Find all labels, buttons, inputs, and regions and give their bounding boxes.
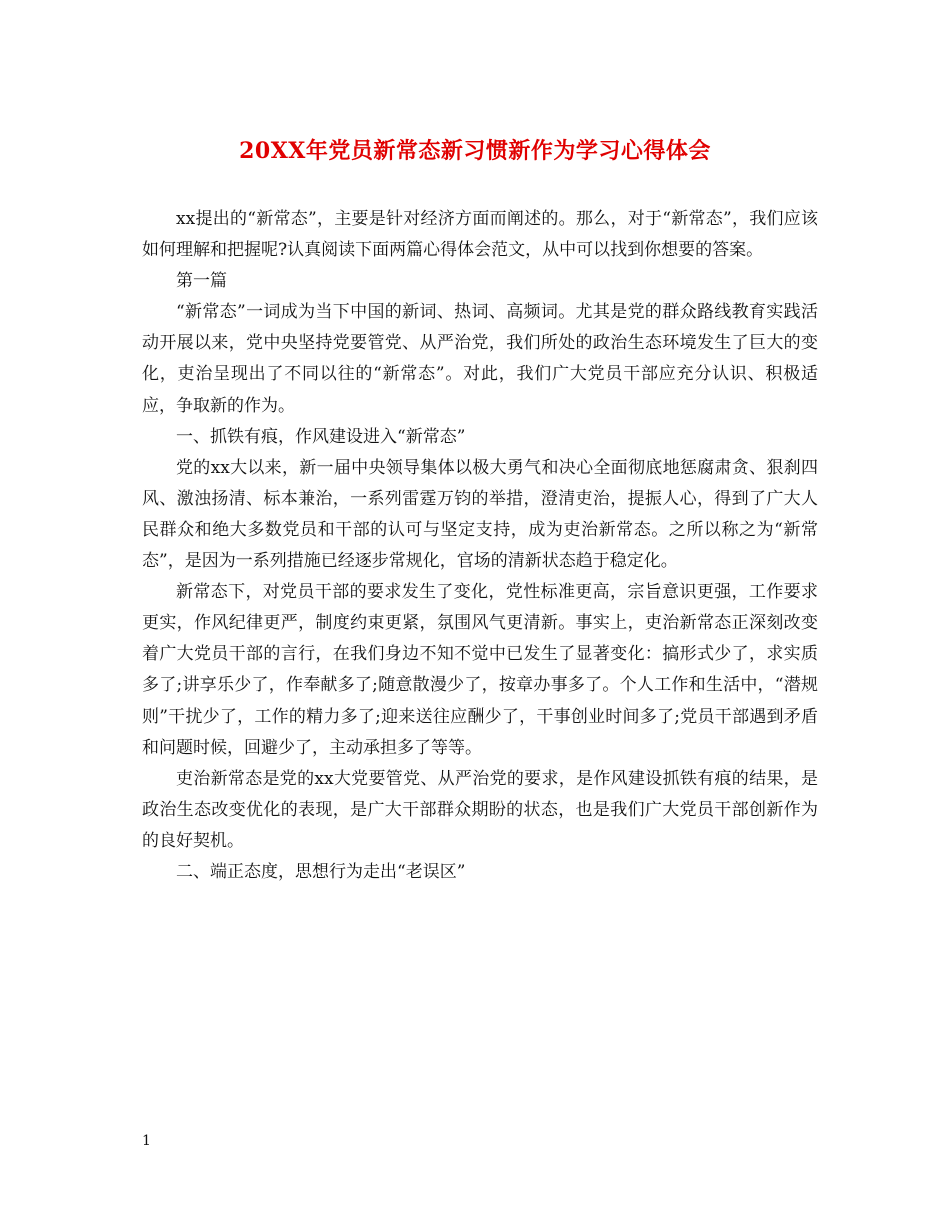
- page-number: 1: [142, 1133, 151, 1149]
- intro-paragraph: xx提出的“新常态”，主要是针对经济方面而阐述的。那么，对于“新常态”，我们应该如何理解和把握呢?认真阅读下面两篇心得体会范文，从中可以找到你想要的答案。: [142, 209, 818, 261]
- body-paragraph: 吏治新常态是党的xx大党要管党、从严治党的要求，是作风建设抓铁有痕的结果，是政治生态改变优化的表现，是广大干部群众期盼的状态，也是我们广大党员干部创新作为的良好契机。: [142, 768, 818, 851]
- body-paragraph: 党的xx大以来，新一届中央领导集体以极大勇气和决心全面彻底地惩腐肃贪、狠刹四风、激浊扬清、标本兼治，一系列雷霆万钧的举措，澄清吏治，提振人心，得到了广大人民群众和绝大多数党员和干部的认可与坚定支持，成为吏治新常态。之所以称之为“新常态”，是因为一系列措施已经逐步常规化，官场的清新状态趋于稳定化。: [142, 457, 818, 572]
- section-heading-one: 一、抓铁有痕，作风建设进入“新常态”: [176, 426, 466, 447]
- body-paragraph: “新常态”一词成为当下中国的新词、热词、高频词。尤其是党的群众路线教育实践活动开展以来，党中央坚持党要管党、从严治党，我们所处的政治生态环境发生了巨大的变化，吏治呈现出了不同以往的“新常态”。对此，我们广大党员干部应充分认识、积极适应，争取新的作为。: [142, 302, 818, 416]
- section-label-first: 第一篇: [176, 271, 227, 292]
- section-heading-two: 二、端正态度，思想行为走出“老误区”: [176, 861, 466, 882]
- body-paragraph: 新常态下，对党员干部的要求发生了变化，党性标准更高，宗旨意识更强，工作要求更实，作风纪律更严，制度约束更紧，氛围风气更清新。事实上，吏治新常态正深刻改变着广大党员干部的言行，在我们身边不知不觉中已发生了显著变化：搞形式少了，求实质多了;讲享乐少了，作奉献多了;随意散漫少了，按章办事多了。个人工作和生活中，“潜规则”干扰少了，工作的精力多了;迎来送往应酬少了，干事创业时间多了;党员干部遇到矛盾和问题时候，回避少了，主动承担多了等等。: [142, 582, 818, 758]
- document-title: 20XX年党员新常态新习惯新作为学习心得体会: [239, 138, 711, 164]
- document-body: [142, 204, 818, 888]
